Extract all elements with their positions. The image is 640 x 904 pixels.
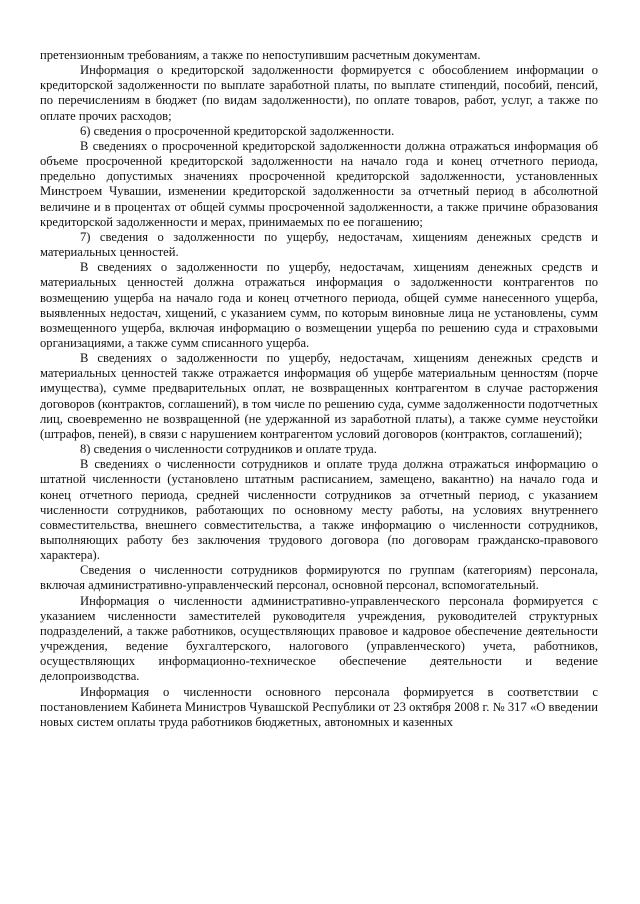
paragraph-staff-info: В сведениях о численности сотрудников и оплате труда должна отражаться информацию о штатной численности (установлено штатным расписанием, замещено, вакантно) на начало года и конец отчетного периода, средней численности сотрудников за отчетный период, с указанием численности сотрудников, работающих по основному месту работы, на условиях внутреннего совместительства, внешнего совместительства, а также информацию о численности сотрудников, выполняющих работу без заключения трудового договора (по договорам гражданско-правового характера). [40, 457, 598, 563]
paragraph-admin-staff: Информация о численности административно-управленческого персонала формируется с указанием численности заместителей руководителя учреждения, руководителей структурных подразделений, а также работников, осуществляющих правовое и кадровое обеспечение деятельности учреждения, ведение бухгалтерского, налогового (управленческого) учета, работников, осуществляющих информационно-техническое обеспечение деятельности и ведение делопроизводства. [40, 593, 598, 684]
paragraph-item-6-heading: 6) сведения о просроченной кредиторской задолженности. [80, 123, 395, 138]
paragraph-main-staff: Информация о численности основного персонала формируется в соответствии с постановлением Кабинета Министров Чувашской Республики от 23 октября 2008 г. № 317 «О введении новых систем оплаты труда работников бюджетных, автономных и казенных [40, 684, 598, 729]
paragraph-item-7-heading: 7) сведения о задолженности по ущербу, недостачам, хищениям денежных средств и материальных ценностей. [40, 229, 598, 260]
paragraph-creditor-info: Информация о кредиторской задолженности формируется с обособлением информации о кредиторской задолженности по выплате заработной платы, по выплате стипендий, пособий, пенсий, по перечислениям в бюджет (по видам задолженности), по оплате товаров, работ, услуг, а также по оплате прочих расходов; [40, 63, 598, 123]
paragraph-damage-debt: В сведениях о задолженности по ущербу, недостачам, хищениям денежных средств и материальных ценностей должна отражаться информация о задолженности контрагентов по возмещению ущерба на начало года и конец отчетного периода, общей сумме нанесенного ущерба, выявленных недостач, хищений, с указанием сумм, по которым виновные лица не установлены, сумм возмещенного ущерба, включая информацию о возмещении ущерба по решению суда и страховыми организациями, а также сумм списанного ущерба. [40, 260, 598, 350]
paragraph-item-8-heading: 8) сведения о численности сотрудников и оплате труда. [80, 442, 377, 457]
paragraph-damage-debt-extra: В сведениях о задолженности по ущербу, недостачам, хищениям денежных средств и материальных ценностей также отражается информация об ущербе материальным ценностям (порче имущества), сумме предварительных оплат, не возвращенных контрагентом в случае расторжения договоров (контрактов, соглашений), в том числе по решению суда, сумме задолженности подотчетных лиц, своевременно не возвращенной (не удержанной из заработной платы), а также сумме неустойки (штрафов, пеней), в связи с нарушением контрагентом условий договоров (контрактов, соглашений); [40, 351, 598, 441]
paragraph-staff-groups: Сведения о численности сотрудников формируются по группам (категориям) персонала, включая административно-управленческий персонал, основной персонал, вспомогательный. [40, 563, 598, 593]
document-page [40, 48, 598, 730]
paragraph-overdue-debt: В сведениях о просроченной кредиторской задолженности должна отражаться информация об объеме просроченной кредиторской задолженности на начало года и конец отчетного периода, предельно допустимых значениях просроченной кредиторской задолженности, установленных Минстроем Чувашии, изменении кредиторской задолженности за отчетный период в абсолютной величине и в процентах от общей суммы просроченной задолженности, а также причине образования кредиторской задолженности и мерах, принимаемых по ее погашению; [40, 138, 598, 229]
paragraph-continuation: претензионным требованиям, а также по непоступившим расчетным документам. [40, 48, 481, 62]
